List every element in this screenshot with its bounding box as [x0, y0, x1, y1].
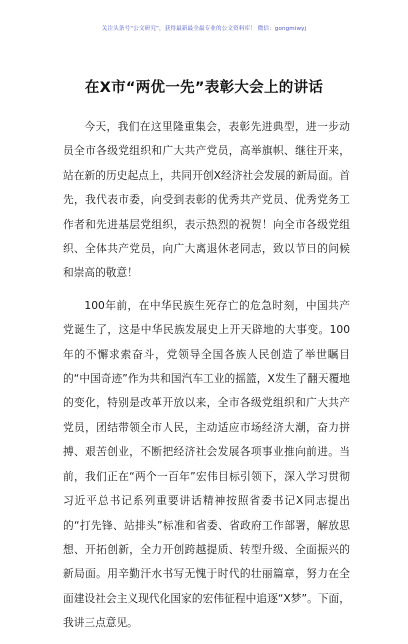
header-notice: 关注头条号“公文研究”，获得最新最全最专业的公文资料库！ 微信：gongmiwyj	[101, 26, 307, 32]
paragraph: 今天，我们在这里隆重集会，表彰先进典型，进一步动员全市各级党组织和广大共产党员，高举旗帜、继往开来，站在新的历史起点上，共同开创X经济社会发展的新局面。首先，我代表市委，向受到表彰的优秀共产党员、优秀党务工作者和先进基层党组织，表示热烈的祝贺！向全市各级党组织、全体共产党员，向广大离退休老同志，致以节日的问候和崇高的敬意！	[63, 120, 350, 280]
document-body	[63, 115, 350, 644]
document-title: 在X市“两优一先”表彰大会上的讲话	[84, 80, 324, 96]
paragraph: 100年前，在中华民族生死存亡的危急时刻，中国共产党诞生了，这是中华民族发展史上开天辟地的大事变。100年的不懈求索奋斗，党领导全国各族人民创造了举世瞩目的“中国奇迹”作为共和国汽车工业的摇篮，X发生了翻天覆地的变化，特别是改革开放以来，全市各级党组织和广大共产党员，团结带领全市人民，主动适应市场经济大潮，奋力拼搏、艰苦创业，不断把经济社会发展各项事业推向前进。当前，我们正在“两个一百年”宏伟目标引领下，深入学习贯彻习近平总书记系列重要讲话精神按照省委书记X同志提出的“打先锋、站排头”标准和省委、省政府工作部署，解放思想、开拓创新，全力开创跨越提质、转型升级、全面振兴的新局面。用辛勤汗水书写无愧于时代的壮丽篇章，努力在全面建设社会主义现代化国家的宏伟征程中追逐“X梦”。下面，我讲三点意见。	[63, 298, 350, 630]
